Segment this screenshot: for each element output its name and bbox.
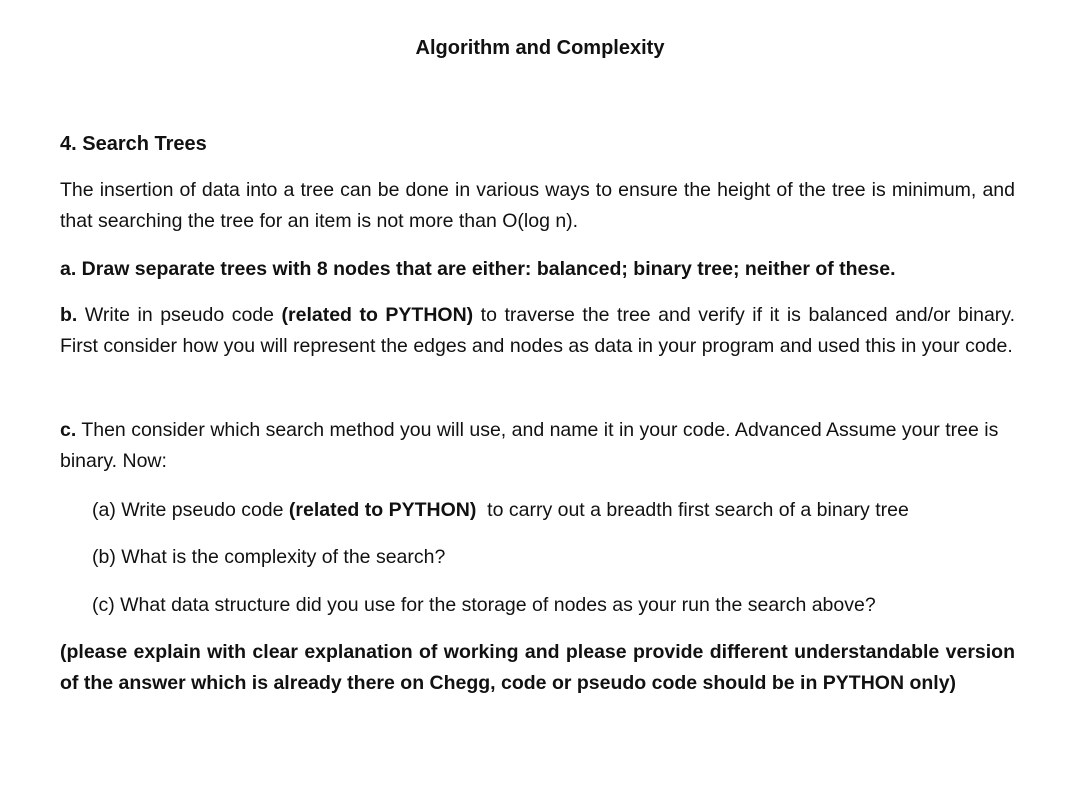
subquestion-a-emphasis: (related to PYTHON) [288, 499, 477, 521]
document-title: Algorithm and Complexity [415, 37, 665, 59]
part-c-text: Then consider which search method you will use, and name it in your code. Advanced Assume your tree is binary. Now: [60, 419, 999, 472]
subquestion-c: (c) What data structure did you use for the storage of nodes as your run the search above? [92, 594, 876, 616]
part-c-label: c. [60, 419, 77, 441]
closing-note: (please explain with clear explanation of working and please provide different understandable version of the answer which is already there on Chegg, code or pseudo code should be in PYTHON only) [60, 641, 1015, 694]
intro-paragraph: The insertion of data into a tree can be done in various ways to ensure the height of the tree is minimum, and that searching the tree for an item is not more than O(log n). [60, 179, 1015, 232]
subquestion-a-text-2: to carry out a breadth first search of a binary tree [476, 499, 909, 521]
question-part-a: a. Draw separate trees with 8 nodes that are either: balanced; binary tree; neither of these. [60, 258, 896, 280]
question-part-c [60, 415, 1015, 477]
subquestion-a-text-1: (a) Write pseudo code [92, 499, 289, 521]
section-heading: 4. Search Trees [60, 133, 207, 155]
part-b-text-2: to traverse the tree and verify if it is balanced and/or binary. First consider how you will represent the edges and nodes as data in your program and used this in your code. [60, 304, 1016, 357]
part-b-label: b. [60, 304, 78, 326]
subquestion-a [92, 495, 909, 525]
question-part-b [60, 300, 1015, 362]
part-b-text-1: Write in pseudo code [77, 304, 282, 326]
part-b-emphasis: (related to PYTHON) [281, 304, 474, 326]
subquestion-b: (b) What is the complexity of the search? [92, 546, 446, 568]
